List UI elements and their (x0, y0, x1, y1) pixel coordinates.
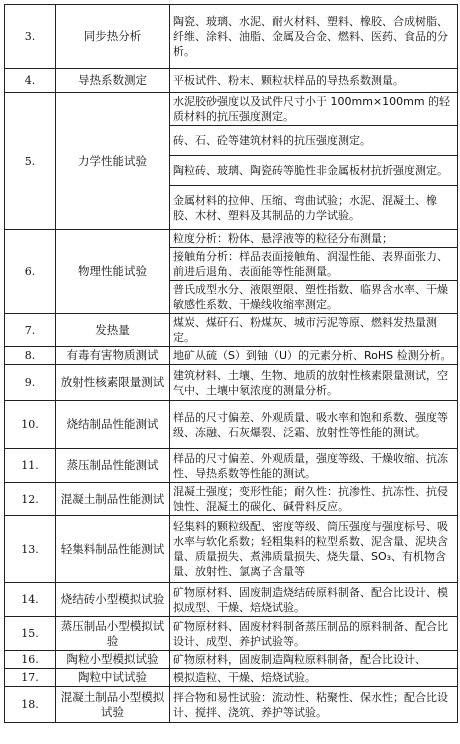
test-item-name: 轻集料制品性能测试 (56, 516, 170, 583)
test-scope-text: 粒度分析：粉体、悬浮液等的粒径分布测量； (170, 230, 458, 248)
row-number: 4. (5, 69, 56, 93)
test-scope-text: 样品的尺寸偏差、外观质量、吸水率和饱和系数、强度等级、冻融、石灰爆裂、泛霜、放射性等性能的测试。 (170, 401, 458, 449)
test-scope-text: 陶粒砖、玻璃、陶瓷砖等脆性非金属板材抗折强度测定。 (170, 156, 458, 186)
test-item-name: 力学性能试验 (56, 93, 170, 230)
row-number: 7. (5, 314, 56, 347)
row-number: 10. (5, 401, 56, 449)
test-scope-text: 模拟造粒、干燥、焙烧试验。 (170, 669, 458, 687)
table-row (5, 93, 458, 126)
table-row (5, 347, 458, 365)
row-number: 9. (5, 365, 56, 401)
test-item-name: 有毒有害物质测试 (56, 347, 170, 365)
test-scope-text: 矿物原材料、固废制造烧结砖原料制备、配合比设计、模拟成型、干燥、焙烧试验。 (170, 583, 458, 617)
table-row (5, 230, 458, 248)
row-number: 6. (5, 230, 56, 314)
test-item-name: 蒸压制品性能测试 (56, 449, 170, 483)
test-item-name: 陶粒小型模拟试验 (56, 651, 170, 669)
test-scope-text: 普氏成型水分、液限塑限、塑性指数、临界含水率、干燥敏感性系数、干燥线收缩率测定。 (170, 281, 458, 314)
test-item-name: 陶粒中试试验 (56, 669, 170, 687)
table-row (5, 516, 458, 583)
test-scope-text: 金属材料的拉伸、压缩、弯曲试验；水泥、混凝土、橡胶、木材、塑料及其制品的力学试验。 (170, 186, 458, 230)
test-scope-text: 砖、石、砼等建筑材料的抗压强度测定。 (170, 126, 458, 156)
test-item-name: 烧结制品性能测试 (56, 401, 170, 449)
test-scope-text: 接触角分析：样品表面接触角、润湿性能、表界面张力、前进后退角、表面能等性能测量。 (170, 248, 458, 281)
table-row (5, 483, 458, 516)
row-number: 8. (5, 347, 56, 365)
test-scope-text: 水泥胶砂强度以及试件尺寸小于 100mm×100mm 的轻质材料的抗压强度测定。 (170, 93, 458, 126)
row-number: 11. (5, 449, 56, 483)
test-scope-text: 煤炭、煤矸石、粉煤灰、城市污泥等原、燃料发热量测定。 (170, 314, 458, 347)
test-scope-text: 建筑材料、土壤、生物、地质的放射性核素限量测试，空气中、土壤中氡浓度的测量分析。 (170, 365, 458, 401)
row-number: 18. (5, 687, 56, 723)
test-item-name: 导热系数测定 (56, 69, 170, 93)
row-number: 3. (5, 5, 56, 69)
row-number: 13. (5, 516, 56, 583)
test-scope-text: 拌合物和易性试验：流动性、粘聚性、保水性；配合比设计、搅拌、浇筑、养护等试验。 (170, 687, 458, 723)
test-scope-text: 地矿从硫（S）到铀（U）的元素分析、RoHS 检测分析。 (170, 347, 458, 365)
test-item-name: 混凝土制品小型模拟试验 (56, 687, 170, 723)
test-item-name: 放射性核素限量测试 (56, 365, 170, 401)
table-body (5, 5, 458, 723)
table-row (5, 669, 458, 687)
test-scope-text: 矿物原材料、固废材料制备蒸压制品的原料制备、配合比设计、成型、养护试验等。 (170, 617, 458, 651)
row-number: 17. (5, 669, 56, 687)
test-item-name: 发热量 (56, 314, 170, 347)
row-number: 16. (5, 651, 56, 669)
test-item-name: 烧结砖小型模拟试验 (56, 583, 170, 617)
row-number: 5. (5, 93, 56, 230)
table-row (5, 365, 458, 401)
test-item-name: 混凝土制品性能测试 (56, 483, 170, 516)
test-scope-text: 陶瓷、玻璃、水泥、耐火材料、塑料、橡胶、合成树脂、纤维、涂料、油脂、金属及合金、燃料、医药、食品的分析。 (170, 5, 458, 69)
test-scope-text: 矿物原材料，固废制造陶粒原料制备，配合比设计、 (170, 651, 458, 669)
row-number: 12. (5, 483, 56, 516)
test-item-name: 物理性能试验 (56, 230, 170, 314)
test-scope-text: 轻集料的颗粒级配、密度等级、筒压强度与强度标号、吸水率与软化系数；轻粗集料的粒型系数、泥含量、泥块含量、质量损失、煮沸质量损失、烧失量、SO₃、有机物含量、放射性、氯离子含量等 (170, 516, 458, 583)
test-item-name: 蒸压制品小型模拟试验 (56, 617, 170, 651)
test-scope-text: 样品的尺寸偏差、外观质量，强度等级、干燥收缩、抗冻性、导热系数等性能的测试。 (170, 449, 458, 483)
test-scope-text: 混凝土强度；变形性能；耐久性：抗渗性、抗冻性、抗侵蚀性、混凝土的碳化、碱骨料反应。 (170, 483, 458, 516)
table-row (5, 617, 458, 651)
table-row (5, 687, 458, 723)
table-row (5, 314, 458, 347)
row-number: 14. (5, 583, 56, 617)
table-row (5, 449, 458, 483)
test-item-name: 同步热分析 (56, 5, 170, 69)
table-row (5, 401, 458, 449)
test-scope-text: 平板试件、粉末、颗粒状样品的导热系数测量。 (170, 69, 458, 93)
test-items-table (4, 4, 458, 723)
row-number: 15. (5, 617, 56, 651)
table-row (5, 5, 458, 69)
table-row (5, 651, 458, 669)
table-row (5, 583, 458, 617)
table-row (5, 69, 458, 93)
